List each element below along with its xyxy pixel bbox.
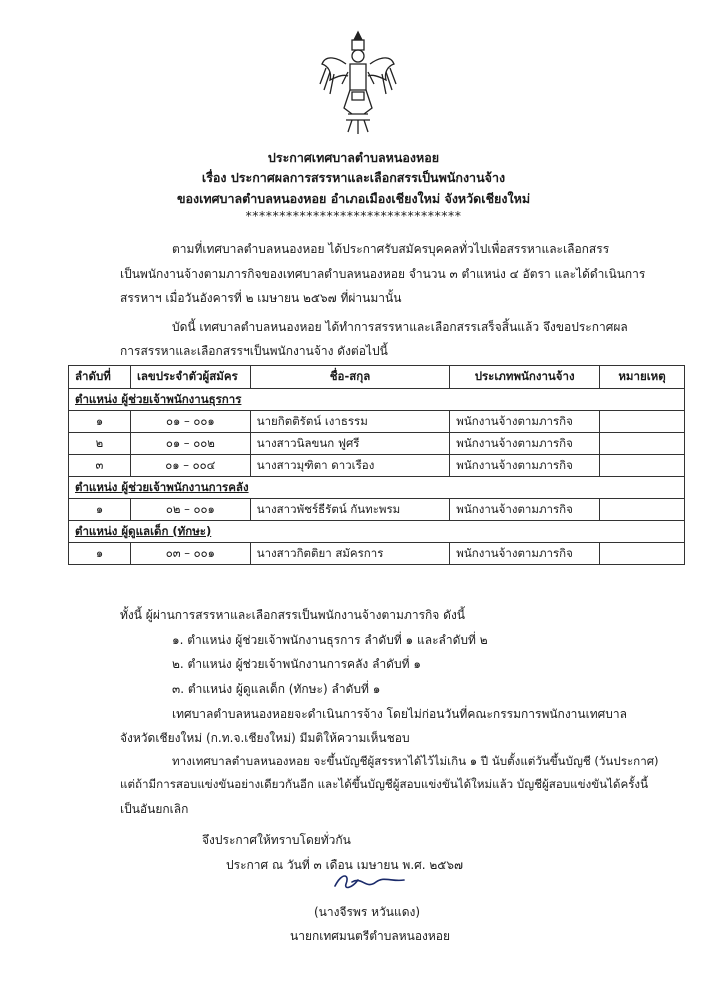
section-title: ตำแหน่ง ผู้ช่วยเจ้าพนักงานธุรการ [69,389,685,411]
cell-order: ๑ [69,543,131,565]
announcement-subject: เรื่อง ประกาศผลการสรรหาและเลือกสรรเป็นพนักงานจ้าง [201,170,506,185]
passed-list-item: ๓. ตำแหน่ง ผู้ดูแลเด็ก (ทักษะ) ลำดับที่ ๑ [172,682,381,696]
section-row [69,477,685,499]
table-row [69,543,685,565]
section-row [69,389,685,411]
cell-remark [600,433,685,455]
cell-name: นางสาวนิลขนก ฟูศรี [250,433,450,455]
section-title: ตำแหน่ง ผู้ช่วยเจ้าพนักงานการคลัง [69,477,685,499]
cell-order: ๑ [69,499,131,521]
cell-remark [600,543,685,565]
cell-applicant-id: ๐๑ – ๐๐๑ [130,411,250,433]
cell-type: พนักงานจ้างตามภารกิจ [450,499,600,521]
intro-line: เป็นพนักงานจ้างตามภารกิจของเทศบาลตำบลหนองหอย จำนวน ๓ ตำแหน่ง ๔ อัตรา และได้ดำเนินการ [120,267,646,281]
body-paragraph: จังหวัดเชียงใหม่ (ก.ท.จ.เชียงใหม่) มีมติให้ความเห็นชอบ [120,731,410,745]
cell-type: พนักงานจ้างตามภารกิจ [450,411,600,433]
cell-type: พนักงานจ้างตามภารกิจ [450,433,600,455]
table-row [69,411,685,433]
col-applicant-id-header: เลขประจำตัวผู้สมัคร [130,366,250,389]
cell-remark [600,411,685,433]
cell-order: ๒ [69,433,131,455]
cell-name: นางสาวมุฑิตา ดาวเรือง [250,455,450,477]
closing-statement: จึงประกาศให้ทราบโดยทั่วกัน [202,833,351,847]
body-paragraph: เป็นอันยกเลิก [120,802,189,816]
header-divider: ******************************** [245,208,462,223]
cell-applicant-id: ๐๓ – ๐๐๑ [130,543,250,565]
col-name-header: ชื่อ-สกุล [250,366,450,389]
table-row [69,455,685,477]
body-paragraph: ทางเทศบาลตำบลหนองหอย จะขึ้นบัญชีผู้สรรหาได้ไว้ไม่เกิน ๑ ปี นับตั้งแต่วันขึ้นบัญชี (วันประกาศ) [172,754,659,768]
table-row [69,499,685,521]
signatory-title: นายกเทศมนตรีตำบลหนองหอย [290,929,451,943]
cell-applicant-id: ๐๑ – ๐๐๒ [130,433,250,455]
cell-type: พนักงานจ้างตามภารกิจ [450,543,600,565]
section-row [69,521,685,543]
body-paragraph: ทั้งนี้ ผู้ผ่านการสรรหาและเลือกสรรเป็นพนักงานจ้างตามภารกิจ ดังนี้ [120,608,466,622]
cell-remark [600,499,685,521]
intro-line: ตามที่เทศบาลตำบลหนองหอย ได้ประกาศรับสมัครบุคคลทั่วไปเพื่อสรรหาและเลือกสรร [172,242,610,256]
cell-type: พนักงานจ้างตามภารกิจ [450,455,600,477]
col-order-header: ลำดับที่ [69,366,131,389]
intro-line: การสรรหาและเลือกสรรฯเป็นพนักงานจ้าง ดังต่อไปนี้ [120,344,388,358]
table-header-row [69,366,685,389]
body-paragraph: แต่ถ้ามีการสอบแข่งขันอย่างเดียวกันอีก และได้ขึ้นบัญชีผู้สอบแข่งขันได้ใหม่แล้ว บัญชีผู้สอบแข่งขันได้ครั้งนี้ [120,777,649,791]
table-row [69,433,685,455]
cell-applicant-id: ๐๒ – ๐๐๑ [130,499,250,521]
body-paragraph: เทศบาลตำบลหนองหอยจะดำเนินการจ้าง โดยไม่ก่อนวันที่คณะกรรมการพนักงานเทศบาล [172,707,627,721]
cell-name: นางสาวกิตติยา สมัครการ [250,543,450,565]
cell-applicant-id: ๐๑ – ๐๐๔ [130,455,250,477]
col-remark-header: หมายเหตุ [600,366,685,389]
cell-name: นายกิตติรัตน์ เงาธรรม [250,411,450,433]
intro-line: บัดนี้ เทศบาลตำบลหนองหอย ได้ทำการสรรหาและเลือกสรรเสร็จสิ้นแล้ว จึงขอประกาศผล [172,320,628,334]
signature-mark [332,868,407,896]
passed-list-item: ๒. ตำแหน่ง ผู้ช่วยเจ้าพนักงานการคลัง ลำดับที่ ๑ [172,657,421,671]
passed-list-item: ๑. ตำแหน่ง ผู้ช่วยเจ้าพนักงานธุรการ ลำดับที่ ๑ และลำดับที่ ๒ [172,633,488,647]
section-title: ตำแหน่ง ผู้ดูแลเด็ก (ทักษะ) [69,521,685,543]
col-type-header: ประเภทพนักงานจ้าง [450,366,600,389]
cell-order: ๓ [69,455,131,477]
results-table [68,365,685,565]
signatory-name: (นางจีรพร หวันแดง) [314,905,421,919]
announcement-date: ประกาศ ณ วันที่ ๓ เดือน เมษายน พ.ศ. ๒๕๖๗ [226,858,464,872]
cell-remark [600,455,685,477]
cell-order: ๑ [69,411,131,433]
garuda-emblem-icon [318,28,398,136]
announcement-organization: ของเทศบาลตำบลหนองหอย อำเภอเมืองเชียงใหม่ จังหวัดเชียงใหม่ [176,191,531,206]
announcement-heading: ประกาศเทศบาลตำบลหนองหอย [267,150,440,165]
intro-line: สรรหาฯ เมื่อวันอังคารที่ ๒ เมษายน ๒๕๖๗ ที่ผ่านมานั้น [120,291,402,305]
cell-name: นางสาวพัชร์ธีรัตน์ กันทะพรม [250,499,450,521]
